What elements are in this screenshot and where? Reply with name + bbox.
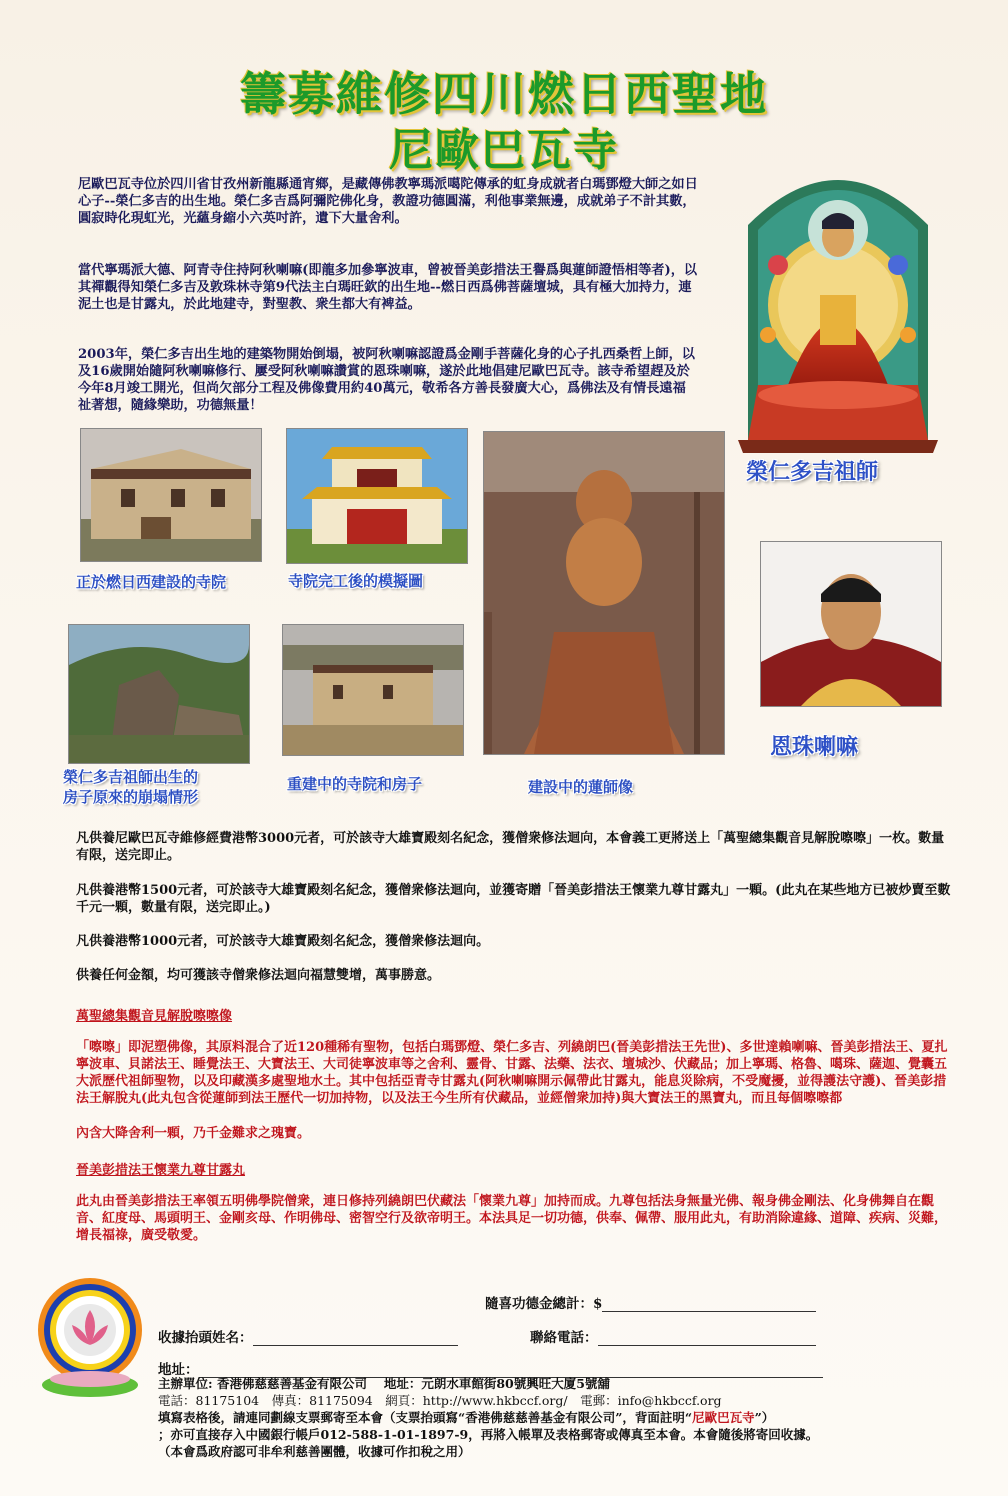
caption-construction: 正於燃日西建設的寺院 [76, 573, 227, 591]
caption-rebuilding: 重建中的寺院和房子 [287, 775, 423, 793]
section-body-tsatsa: 「嚓嚓」即泥塑佛像，其原料混合了近120種稀有聖物，包括白瑪鄧燈、榮仁多吉、列繞朗巴(晉美彭措法王先世)、多世達賴喇嘛、晉美彭措法王、夏扎寧波車、貝諾法王、睡覺法王、大寶法王、大司徒寧波車等之舍利、靈骨、甘露、法藥、法衣、壇城沙、伏藏品；加上寧瑪、格魯、噶珠、薩迦、覺囊五大派歷代祖師聖物，以及印藏漢多處聖地水土。其中包括亞青寺甘露丸(阿秋喇嘛開示佩帶此甘露丸，能息災除病，不受魔擾，並得護法守護)、晉美彭措法王解脫丸(此丸包含從蓮師到法王歷代一切加持物，以及法王今生所有伏藏品，並經僧衆加持)與大寶法王的黑寶丸，而且每個嚓嚓都 [76, 1040, 948, 1106]
organization-logo [30, 1275, 150, 1405]
offer-1000: 凡供養港幣1000元者，可於該寺大雄寶殿刻名紀念，獲僧衆修法迴向。 [76, 934, 490, 949]
photo-lama-portrait [760, 541, 942, 707]
photo-collapsed-house [68, 624, 250, 764]
footer-note-1-end: ”） [754, 1410, 775, 1425]
photo-rebuilding [282, 624, 464, 756]
page-subtitle: 尼歐巴瓦寺 [389, 125, 619, 176]
phone-label: 聯絡電話： [530, 1330, 598, 1346]
intro-paragraph-3: 2003年，榮仁多吉出生地的建築物開始倒塌，被阿秋喇嘛認證爲金剛手菩薩化身的心子扎西桑哲上師，以及16歲開始隨阿秋喇嘛修行、屢受阿秋喇嘛讚賞的恩珠喇嘛，遂於此地倡建尼歐巴瓦寺。該寺希望趕及於今年8月竣工開光，但尚欠部分工程及佛像費用約40萬元，敬希各方善長發廣大心，爲佛法及有情長遠福祉著想，隨緣樂助，功德無量！ [78, 347, 695, 413]
footer-note-1 [158, 1410, 988, 1426]
intro-paragraph-1: 尼歐巴瓦寺位於四川省甘孜州新龍縣通宵鄉，是藏傳佛教寧瑪派噶陀傳承的虹身成就者白瑪鄧燈大師之如日心子--榮仁多吉的出生地。榮仁多吉爲阿彌陀佛化身，教證功德圓滿，利他事業無邊，成就弟子不計其數，圓寂時化現虹光，光蘊身縮小六英吋許，遺下大量舍利。 [78, 177, 698, 226]
photo-temple-model [286, 428, 468, 564]
donation-total-field[interactable] [602, 1311, 816, 1312]
thangka-image [728, 155, 948, 453]
receipt-name-label: 收據抬頭姓名： [158, 1330, 253, 1346]
address-row [158, 1358, 823, 1378]
photo-guru-statue [483, 431, 725, 755]
section-heading-pills: 晉美彭措法王懷業九尊甘露丸 [76, 1163, 246, 1178]
receipt-name-field[interactable] [253, 1345, 458, 1346]
offer-1500: 凡供養港幣1500元者，可於該寺大雄寶殿刻名紀念，獲僧衆修法迴向，並獲寄贈「晉美彭措法王懷業九尊甘露丸」一顆。(此丸在某些地方已被炒賣至數千元一顆，數量有限，送完即止。) [76, 883, 951, 915]
footer-temple-name: 尼歐巴瓦寺 [692, 1410, 755, 1425]
caption-collapsed-2: 房子原來的崩塌情形 [63, 788, 199, 806]
footer-note-3: （本會爲政府認可非牟利慈善團體，收據可作扣稅之用） [158, 1444, 471, 1459]
caption-collapsed-1: 榮仁多吉祖師出生的 [63, 768, 199, 786]
receipt-name-row [158, 1326, 458, 1346]
footer-contact: 電話：81175104 傳真：81175094 網頁：http://www.hkbccf.org/ 電郵：info@hkbccf.org [158, 1393, 722, 1408]
offer-3000: 凡供養尼歐巴瓦寺維修經費港幣3000元者，可於該寺大雄寶殿刻名紀念，獲僧衆修法迴向，本會義工更將送上「萬聖總集觀音見解脫嚓嚓」一枚。數量有限，送完即止。 [76, 831, 945, 863]
intro-paragraph-2: 當代寧瑪派大德、阿青寺住持阿秋喇嘛(即龍多加參寧波車，曾被晉美彭措法王譽爲與蓮師證悟相等者)，以其禪觀得知榮仁多吉及敦珠林寺第9代法主白瑪旺欽的出生地--燃日西爲佛菩薩壇城，具有極大加持力，連泥土也是甘露丸，於此地建寺，對聖教、衆生都大有裨益。 [78, 263, 698, 312]
footer-note-1-text: 填寫表格後，請連同劃線支票郵寄至本會（支票抬頭寫“香港佛慈慈善基金有限公司”，背面註明“ [158, 1410, 693, 1425]
phone-row [530, 1326, 816, 1346]
donation-total-label: 隨喜功德金總計：$ [485, 1296, 603, 1312]
page-title: 籌募維修四川燃日西聖地 [240, 67, 768, 121]
offer-any: 供養任何金額，均可獲該寺僧衆修法迴向福慧雙增，萬事勝意。 [76, 968, 441, 983]
donation-total-row [485, 1292, 816, 1312]
address-label: 地址： [158, 1362, 199, 1378]
caption-statue: 建設中的蓮師像 [528, 778, 634, 796]
section-body-pills: 此丸由晉美彭措法王率領五明佛學院僧衆，連日修持列繞朗巴伏藏法「懷業九尊」加持而成。九尊包括法身無量光佛、報身佛金剛法、化身佛舞自在觀音、紅度母、馬頭明王、金剛亥母、作明佛母、密智空行及欲帝明王。本法具足一切功德，供奉、佩帶、服用此丸，有助消除違緣、道障、疾病、災難，增長福祿，廣受敬愛。 [76, 1194, 948, 1243]
caption-master: 榮仁多吉祖師 [746, 459, 879, 485]
caption-lama: 恩珠喇嘛 [770, 734, 859, 760]
footer-organizer: 主辦單位: 香港佛慈慈善基金有限公司 地址：元朗水車館街80號興旺大廈5號舖 [158, 1376, 610, 1391]
photo-temple-construction [80, 428, 262, 562]
phone-field[interactable] [598, 1345, 816, 1346]
footer-note-2: ；亦可直接存入中國銀行帳戶012-588-1-01-1897-9，再將入帳單及表格郵寄或傳真至本會。本會隨後將寄回收據。 [158, 1427, 819, 1442]
section-body-tsatsa-end: 內含大降舍利一顆，乃千金難求之瑰寶。 [76, 1126, 311, 1141]
caption-model: 寺院完工後的模擬圖 [288, 572, 424, 590]
section-heading-tsatsa: 萬聖總集觀音見解脫嚓嚓像 [76, 1009, 233, 1024]
